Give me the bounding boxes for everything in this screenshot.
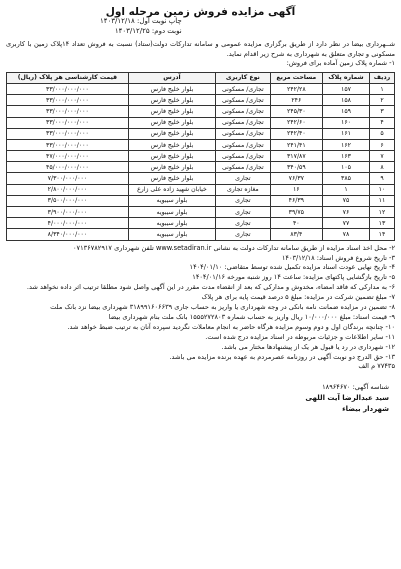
- notice-item: ۷- مبلغ تضمین شرکت در مزایده: مبلغ ۵ درصد قیمت پایه برای هر پلاک: [201, 293, 395, 302]
- cell-area: ۴۶/۳۹: [270, 195, 322, 206]
- cell-price: ۸/۳۴۰/۰۰۰/۰۰۰: [7, 229, 129, 240]
- cell-row: ۱۱: [370, 195, 395, 206]
- cell-address: بلوار خلیج فارس: [128, 162, 215, 173]
- cell-usage: تجاری: [216, 218, 271, 229]
- notice-items: [6, 244, 395, 373]
- notice-item: ۵- تاریخ بازگشایی پاکتهای مزایده: ساعت ۱۴ روز شنبه مورخه ۱۴۰۴/۰۱/۱۶: [192, 273, 395, 282]
- cell-row: ۱۲: [370, 207, 395, 218]
- cell-address: بلوار سیبویه: [128, 207, 215, 218]
- cell-row: ۶: [370, 139, 395, 150]
- cell-area: ۳۹/۷۵: [270, 207, 322, 218]
- first-print: [100, 16, 182, 26]
- cell-address: بلوار خلیج فارس: [128, 139, 215, 150]
- cell-plot-number: ۷۷: [322, 218, 369, 229]
- cell-price: ۳/۵۰۰/۰۰۰/۰۰۰: [7, 195, 129, 206]
- table-row: [7, 151, 395, 162]
- cell-row: ۳: [370, 106, 395, 117]
- table-row: [7, 106, 395, 117]
- cell-price: ۴/۰۰۰/۰۰۰/۰۰۰: [7, 218, 129, 229]
- signature-block: [6, 382, 389, 415]
- cell-area: ۲۴۲/۴۰: [270, 128, 322, 139]
- cell-price: ۷/۳۰۰/۰۰۰/۰۰۰: [7, 173, 129, 184]
- table-row: [7, 195, 395, 206]
- table-row: [7, 95, 395, 106]
- cell-address: بلوار خلیج فارس: [128, 117, 215, 128]
- notice-item: ۱۰- چنانچه برندگان اول و دوم وسوم مزایده هرگاه حاضر به انجام معاملات نگردید سپرده آنان به ترتیب ضبط خواهد شد.: [67, 322, 395, 331]
- list-caption: ۱- شماره پلاک زمین آماده برای فروش:: [286, 59, 395, 68]
- cell-usage: تجاری: [216, 207, 271, 218]
- intro: [6, 40, 395, 69]
- cell-price: ۳۳/۰۰۰/۰۰۰/۰۰۰: [7, 106, 129, 117]
- table-row: [7, 128, 395, 139]
- cell-address: بلوار خلیج فارس: [128, 128, 215, 139]
- cell-plot-number: ۷۵: [322, 195, 369, 206]
- cell-area: ۸۳/۴: [270, 229, 322, 240]
- cell-usage: تجاری/ مسکونی: [216, 117, 271, 128]
- cell-area: ۴۰: [270, 218, 322, 229]
- cell-area: ۱۶: [270, 184, 322, 195]
- table-row: [7, 229, 395, 240]
- cell-address: بلوار خلیج فارس: [128, 83, 215, 94]
- col-usage: نوع کاربری: [216, 72, 271, 83]
- col-price: قیمت کارشناسی هر پلاک (ریال): [7, 72, 129, 83]
- cell-area: ۲۴۱/۴۱: [270, 139, 322, 150]
- cell-address: بلوار سیبویه: [128, 195, 215, 206]
- first-print-label: چاپ نوبت اول:: [137, 17, 182, 25]
- cell-plot-number: ۱۶۰: [322, 117, 369, 128]
- notice-item: ۸- تضمین در مزایده ضمانت نامه بانکی در وجه شهرداری یا واریز به حساب جاری ۳۱۸۹۹۱۶۰۶۶۳۹ شهرداری بیضا نزد بانک ملت: [50, 303, 395, 312]
- second-print-label: نوبت دوم:: [151, 27, 182, 35]
- cell-usage: تجاری: [216, 173, 271, 184]
- table-row: [7, 162, 395, 173]
- cell-plot-number: ۱۵۸: [322, 95, 369, 106]
- cell-price: ۳۳/۰۰۰/۰۰۰/۰۰۰: [7, 128, 129, 139]
- cell-price: ۳۳/۰۰۰/۰۰۰/۰۰۰: [7, 83, 129, 94]
- cell-row: ۱۰: [370, 184, 395, 195]
- table-row: [7, 218, 395, 229]
- cell-row: ۹: [370, 173, 395, 184]
- cell-plot-number: ۱۰۵: [322, 162, 369, 173]
- notice-item: ۴- تاریخ نهایی عودت اسناد مزایده تکمیل شده توسط متقاضی: ۱۴۰۴/۰۱/۱۰: [189, 263, 395, 272]
- cell-usage: مغازه تجاری: [216, 184, 271, 195]
- cell-plot-number: ۱: [322, 184, 369, 195]
- cell-address: بلوار سیبویه: [128, 229, 215, 240]
- print-dates: [100, 16, 182, 36]
- cell-row: ۴: [370, 117, 395, 128]
- cell-address: خیابان شهید زاده علی زارع: [128, 184, 215, 195]
- table-row: [7, 207, 395, 218]
- cell-price: ۳/۹۰۰/۰۰۰/۰۰۰: [7, 207, 129, 218]
- second-print: [100, 26, 182, 36]
- cell-plot-number: ۳۸۵: [322, 173, 369, 184]
- first-print-date: ۱۴۰۳/۱۲/۱۸: [100, 17, 135, 25]
- cell-area: ۲۴۵/۳۰: [270, 106, 322, 117]
- cell-row: ۱: [370, 83, 395, 94]
- cell-price: ۳۳/۰۰۰/۰۰۰/۰۰۰: [7, 117, 129, 128]
- table-row: [7, 83, 395, 94]
- cell-price: ۳۳/۰۰۰/۰۰۰/۰۰۰: [7, 95, 129, 106]
- cell-area: ۳۱۷/۸۷: [270, 151, 322, 162]
- cell-plot-number: ۷۸: [322, 229, 369, 240]
- table-body: [7, 83, 395, 240]
- cell-row: ۷: [370, 151, 395, 162]
- cell-price: ۴۵/۰۰۰/۰۰۰/۰۰۰: [7, 162, 129, 173]
- table-row: [7, 184, 395, 195]
- cell-address: بلوار سیبویه: [128, 218, 215, 229]
- cell-usage: تجاری/ مسکونی: [216, 128, 271, 139]
- cell-usage: تجاری: [216, 229, 271, 240]
- col-area: مساحت مربع: [270, 72, 322, 83]
- cell-usage: تجاری: [216, 195, 271, 206]
- col-address: آدرس: [128, 72, 215, 83]
- notice-item: ۶- به مدارکی که فاقد امضاء، مخدوش و مدارکی که بعد از انقضاء مدت مقرر در این آگهی واصل شود مطلقا ترتیب اثر داده نخواهد شد.: [26, 283, 395, 292]
- notice-item: ۱۳- حق الدرج دو نوبت آگهی در روزنامه عصرمردم به عهده برنده مزایده می باشد.: [169, 352, 395, 361]
- cell-row: ۲: [370, 95, 395, 106]
- table-header-row: [7, 72, 395, 83]
- cell-price: ۴۷/۰۰۰/۰۰۰/۰۰۰: [7, 151, 129, 162]
- col-row: ردیف: [370, 72, 395, 83]
- notice-item: ۲- محل اخذ اسناد مزایده از طریق سامانه تدارکات دولت به نشانی www.setadiran.ir تلفن شهرداری ۰۷۱۳۶۷۸۲۹۱۷: [73, 243, 395, 252]
- cell-area: ۲۴۲/۶۰: [270, 117, 322, 128]
- notice-item: ۹- قیمت اسناد: مبلغ ۱۰/۰۰۰/۰۰۰ ریال واریز به حساب شماره ۱۵۵۵۲۷۲۸۰۳ بانک ملت بنام شهرداری بیضا: [108, 312, 395, 321]
- cell-row: ۵: [370, 128, 395, 139]
- notice-item: ۷۷۴۳۵ م الف: [358, 362, 395, 371]
- cell-plot-number: ۱۶۳: [322, 151, 369, 162]
- notice-item: ۱۲- شهرداری در رد یا قبول هر یک از پیشنهادها مختار می باشد.: [221, 342, 395, 351]
- cell-usage: تجاری/ مسکونی: [216, 151, 271, 162]
- cell-usage: تجاری/ مسکونی: [216, 162, 271, 173]
- signer-title: شهردار بیضاء: [342, 405, 389, 414]
- cell-usage: تجاری/ مسکونی: [216, 139, 271, 150]
- notice-item: ۳- تاریخ شروع فروش اسناد: ۱۴۰۳/۱۲/۱۸: [281, 253, 395, 262]
- cell-plot-number: ۱۶۲: [322, 139, 369, 150]
- cell-plot-number: ۱۶۱: [322, 128, 369, 139]
- cell-usage: تجاری/ مسکونی: [216, 95, 271, 106]
- cell-area: ۲۴۶: [270, 95, 322, 106]
- plots-table: [6, 72, 395, 241]
- cell-area: ۳۴۰/۵۹: [270, 162, 322, 173]
- intro-paragraph: شــهرداری بیضا در نظر دارد از طریق برگزاری مزایده عمومی و سامانه تدارکات دولت(ستاد) نسبت به فروش تعداد ۱۴پلاک زمین با کاربری مسکونی و تجاری متعلق به شهرداری به شرح زیر اقدام نماید.: [6, 40, 395, 58]
- cell-usage: تجاری/ مسکونی: [216, 106, 271, 117]
- cell-area: ۲۴۲/۲۸: [270, 83, 322, 94]
- cell-row: ۱۴: [370, 229, 395, 240]
- cell-row: ۸: [370, 162, 395, 173]
- cell-address: بلوار خلیج فارس: [128, 151, 215, 162]
- ad-id: شناسه آگهی: ۱۸۹۶۴۶۷۰: [322, 383, 389, 392]
- cell-address: بلوار خلیج فارس: [128, 95, 215, 106]
- cell-price: ۲/۸۰۰/۰۰۰/۰۰۰: [7, 184, 129, 195]
- col-plot-number: شماره پلاک: [322, 72, 369, 83]
- signer-name: سید عبدالرضا آیت اللهی: [305, 394, 389, 403]
- notice-item: ۱۱- سایر اطلاعات و جزئیات مربوطه در اسناد مزایده درج شده است.: [205, 332, 395, 341]
- cell-plot-number: ۱۵۹: [322, 106, 369, 117]
- second-print-date: ۱۴۰۳/۱۲/۲۵: [114, 27, 150, 35]
- cell-plot-number: ۱۵۷: [322, 83, 369, 94]
- cell-usage: تجاری/ مسکونی: [216, 83, 271, 94]
- table-row: [7, 139, 395, 150]
- cell-row: ۱۳: [370, 218, 395, 229]
- notice-title: آگهی مزایده فروش زمین مرحله اول: [105, 6, 296, 18]
- table-row: [7, 173, 395, 184]
- cell-plot-number: ۷۶: [322, 207, 369, 218]
- table-row: [7, 117, 395, 128]
- cell-address: بلوار خلیج فارس: [128, 173, 215, 184]
- cell-area: ۷۶/۳۷: [270, 173, 322, 184]
- cell-price: ۳۳/۰۰۰/۰۰۰/۰۰۰: [7, 139, 129, 150]
- cell-address: بلوار خلیج فارس: [128, 106, 215, 117]
